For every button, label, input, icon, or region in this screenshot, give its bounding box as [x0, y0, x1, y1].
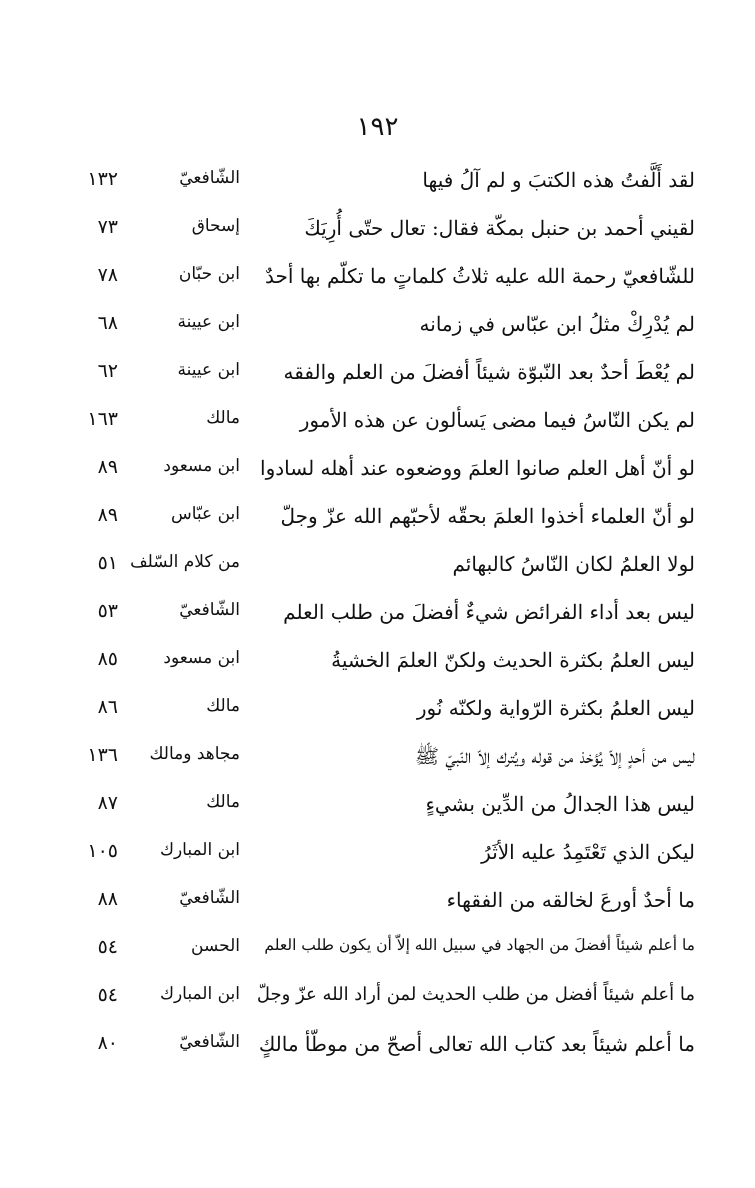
page-reference: ٥١	[97, 552, 118, 574]
index-entry	[60, 736, 695, 784]
page-reference: ١٦٣	[87, 408, 118, 430]
narrator-name: مالك	[206, 696, 240, 716]
narrator-name: الشّافعيّ	[179, 168, 240, 188]
quote-text: ليكن الذي تَعْتَمِدُ عليه الأثَرُ	[481, 840, 695, 864]
page-reference: ٧٣	[97, 216, 118, 238]
quote-text: ما أعلم شيئاً بعد كتاب الله تعالى أصحّ من موطّأ مالكٍ	[258, 1032, 695, 1056]
quote-text: لولا العلمُ لكان النّاسُ كالبهائم	[452, 552, 695, 576]
index-entry	[60, 592, 695, 640]
page-reference: ٦٢	[97, 360, 118, 382]
narrator-name: الحسن	[191, 936, 240, 956]
page-reference: ٨٨	[97, 888, 118, 910]
quote-text: لم يكن النّاسُ فيما مضى يَسألون عن هذه الأمور	[299, 408, 695, 432]
index-entry	[60, 160, 695, 208]
narrator-name: ابن مسعود	[163, 648, 240, 668]
narrator-name: من كلام السّلف	[130, 552, 240, 572]
index-entry	[60, 544, 695, 592]
page-reference: ٥٣	[97, 600, 118, 622]
page-reference: ٥٤	[97, 984, 118, 1006]
index-entry	[60, 928, 695, 976]
narrator-name: الشّافعيّ	[179, 600, 240, 620]
quote-text: ليس العلمُ بكثرة الحديث ولكنّ العلمَ الخشيةُ	[331, 648, 695, 672]
index-entry	[60, 880, 695, 928]
quote-text: لو أنّ العلماء أخذوا العلمَ بحقّه لأحبّهم الله عزّ وجلّ	[280, 504, 695, 528]
narrator-name: ابن عيينة	[177, 360, 240, 380]
page-reference: ١٣٢	[87, 168, 118, 190]
narrator-name: ابن حبّان	[178, 264, 240, 284]
index-entry	[60, 448, 695, 496]
page-reference: ٨٩	[97, 504, 118, 526]
quote-text: لقد أَلَّفتُ هذه الكتبَ و لم آلُ فيها	[422, 168, 695, 192]
index-entry	[60, 784, 695, 832]
quote-text: لو أنّ أهل العلم صانوا العلمَ ووضعوه عند أهله لسادوا	[260, 456, 695, 480]
index-entry	[60, 1024, 695, 1072]
quote-text: للشّافعيّ رحمة الله عليه ثلاثُ كلماتٍ ما تكلّم بها أحدٌ	[265, 264, 695, 288]
quote-text: لم يُدْرِكْ مثلُ ابن عبّاس في زمانه	[419, 312, 695, 336]
quote-text: ما أحدٌ أورعَ لخالقه من الفقهاء	[446, 888, 695, 912]
index-entry	[60, 640, 695, 688]
page-reference: ١٣٦	[87, 744, 118, 766]
narrator-name: مالك	[206, 792, 240, 812]
index-entry	[60, 832, 695, 880]
index-entry	[60, 496, 695, 544]
quote-text: ليس العلمُ بكثرة الرّواية ولكنّه نُور	[416, 696, 695, 720]
page-reference: ٨٦	[97, 696, 118, 718]
narrator-name: ابن عبّاس	[170, 504, 240, 524]
index-entry	[60, 304, 695, 352]
page-reference: ٨٩	[97, 456, 118, 478]
quote-text: ما أعلم شيئاً أفضل من طلب الحديث لمن أراد الله عزّ وجلّ	[256, 984, 695, 1005]
quote-text: ما أعلم شيئاً أفضلَ من الجهاد في سبيل الله إلاّ أن يكون طلب العلم	[264, 936, 695, 954]
quote-text: لقيني أحمد بن حنبل بمكّة فقال: تعال حتّى أُرِيَكَ	[304, 216, 695, 240]
narrator-name: ابن عيينة	[177, 312, 240, 332]
narrator-name: ابن مسعود	[163, 456, 240, 476]
index-entry	[60, 256, 695, 304]
page-reference: ٦٨	[97, 312, 118, 334]
page-reference: ٧٨	[97, 264, 118, 286]
index-entry	[60, 976, 695, 1024]
quote-text: ليس هذا الجدالُ من الدِّين بشيءٍ	[425, 792, 695, 816]
page-reference: ٥٤	[97, 936, 118, 958]
narrator-name: مجاهد ومالك	[149, 744, 240, 764]
narrator-name: الشّافعيّ	[179, 888, 240, 908]
narrator-name: إسحاق	[191, 216, 240, 236]
quote-text: ليس بعد أداء الفرائض شيءٌ أفضلَ من طلب العلم	[283, 600, 695, 624]
page-reference: ١٠٥	[87, 840, 118, 862]
index-entry	[60, 208, 695, 256]
index-entry	[60, 352, 695, 400]
page-number: ١٩٢	[356, 112, 399, 142]
index-entry	[60, 688, 695, 736]
quote-text: ليس من أحدٍ إلاّ يُؤخذ من قوله ويُترك إلاّ النّبيّ ﷺ	[414, 744, 695, 768]
page-reference: ٨٠	[97, 1032, 118, 1054]
narrator-name: الشّافعيّ	[179, 1032, 240, 1052]
quote-text: لم يُعْطَ أحدٌ بعد النّبوّة شيئاً أفضلَ من العلم والفقه	[283, 360, 695, 384]
narrator-name: ابن المبارك	[159, 840, 240, 860]
page-reference: ٨٥	[97, 648, 118, 670]
narrator-name: ابن المبارك	[159, 984, 240, 1004]
page-reference: ٨٧	[97, 792, 118, 814]
narrator-name: مالك	[206, 408, 240, 428]
index-entry	[60, 400, 695, 448]
index-list	[60, 160, 695, 1072]
